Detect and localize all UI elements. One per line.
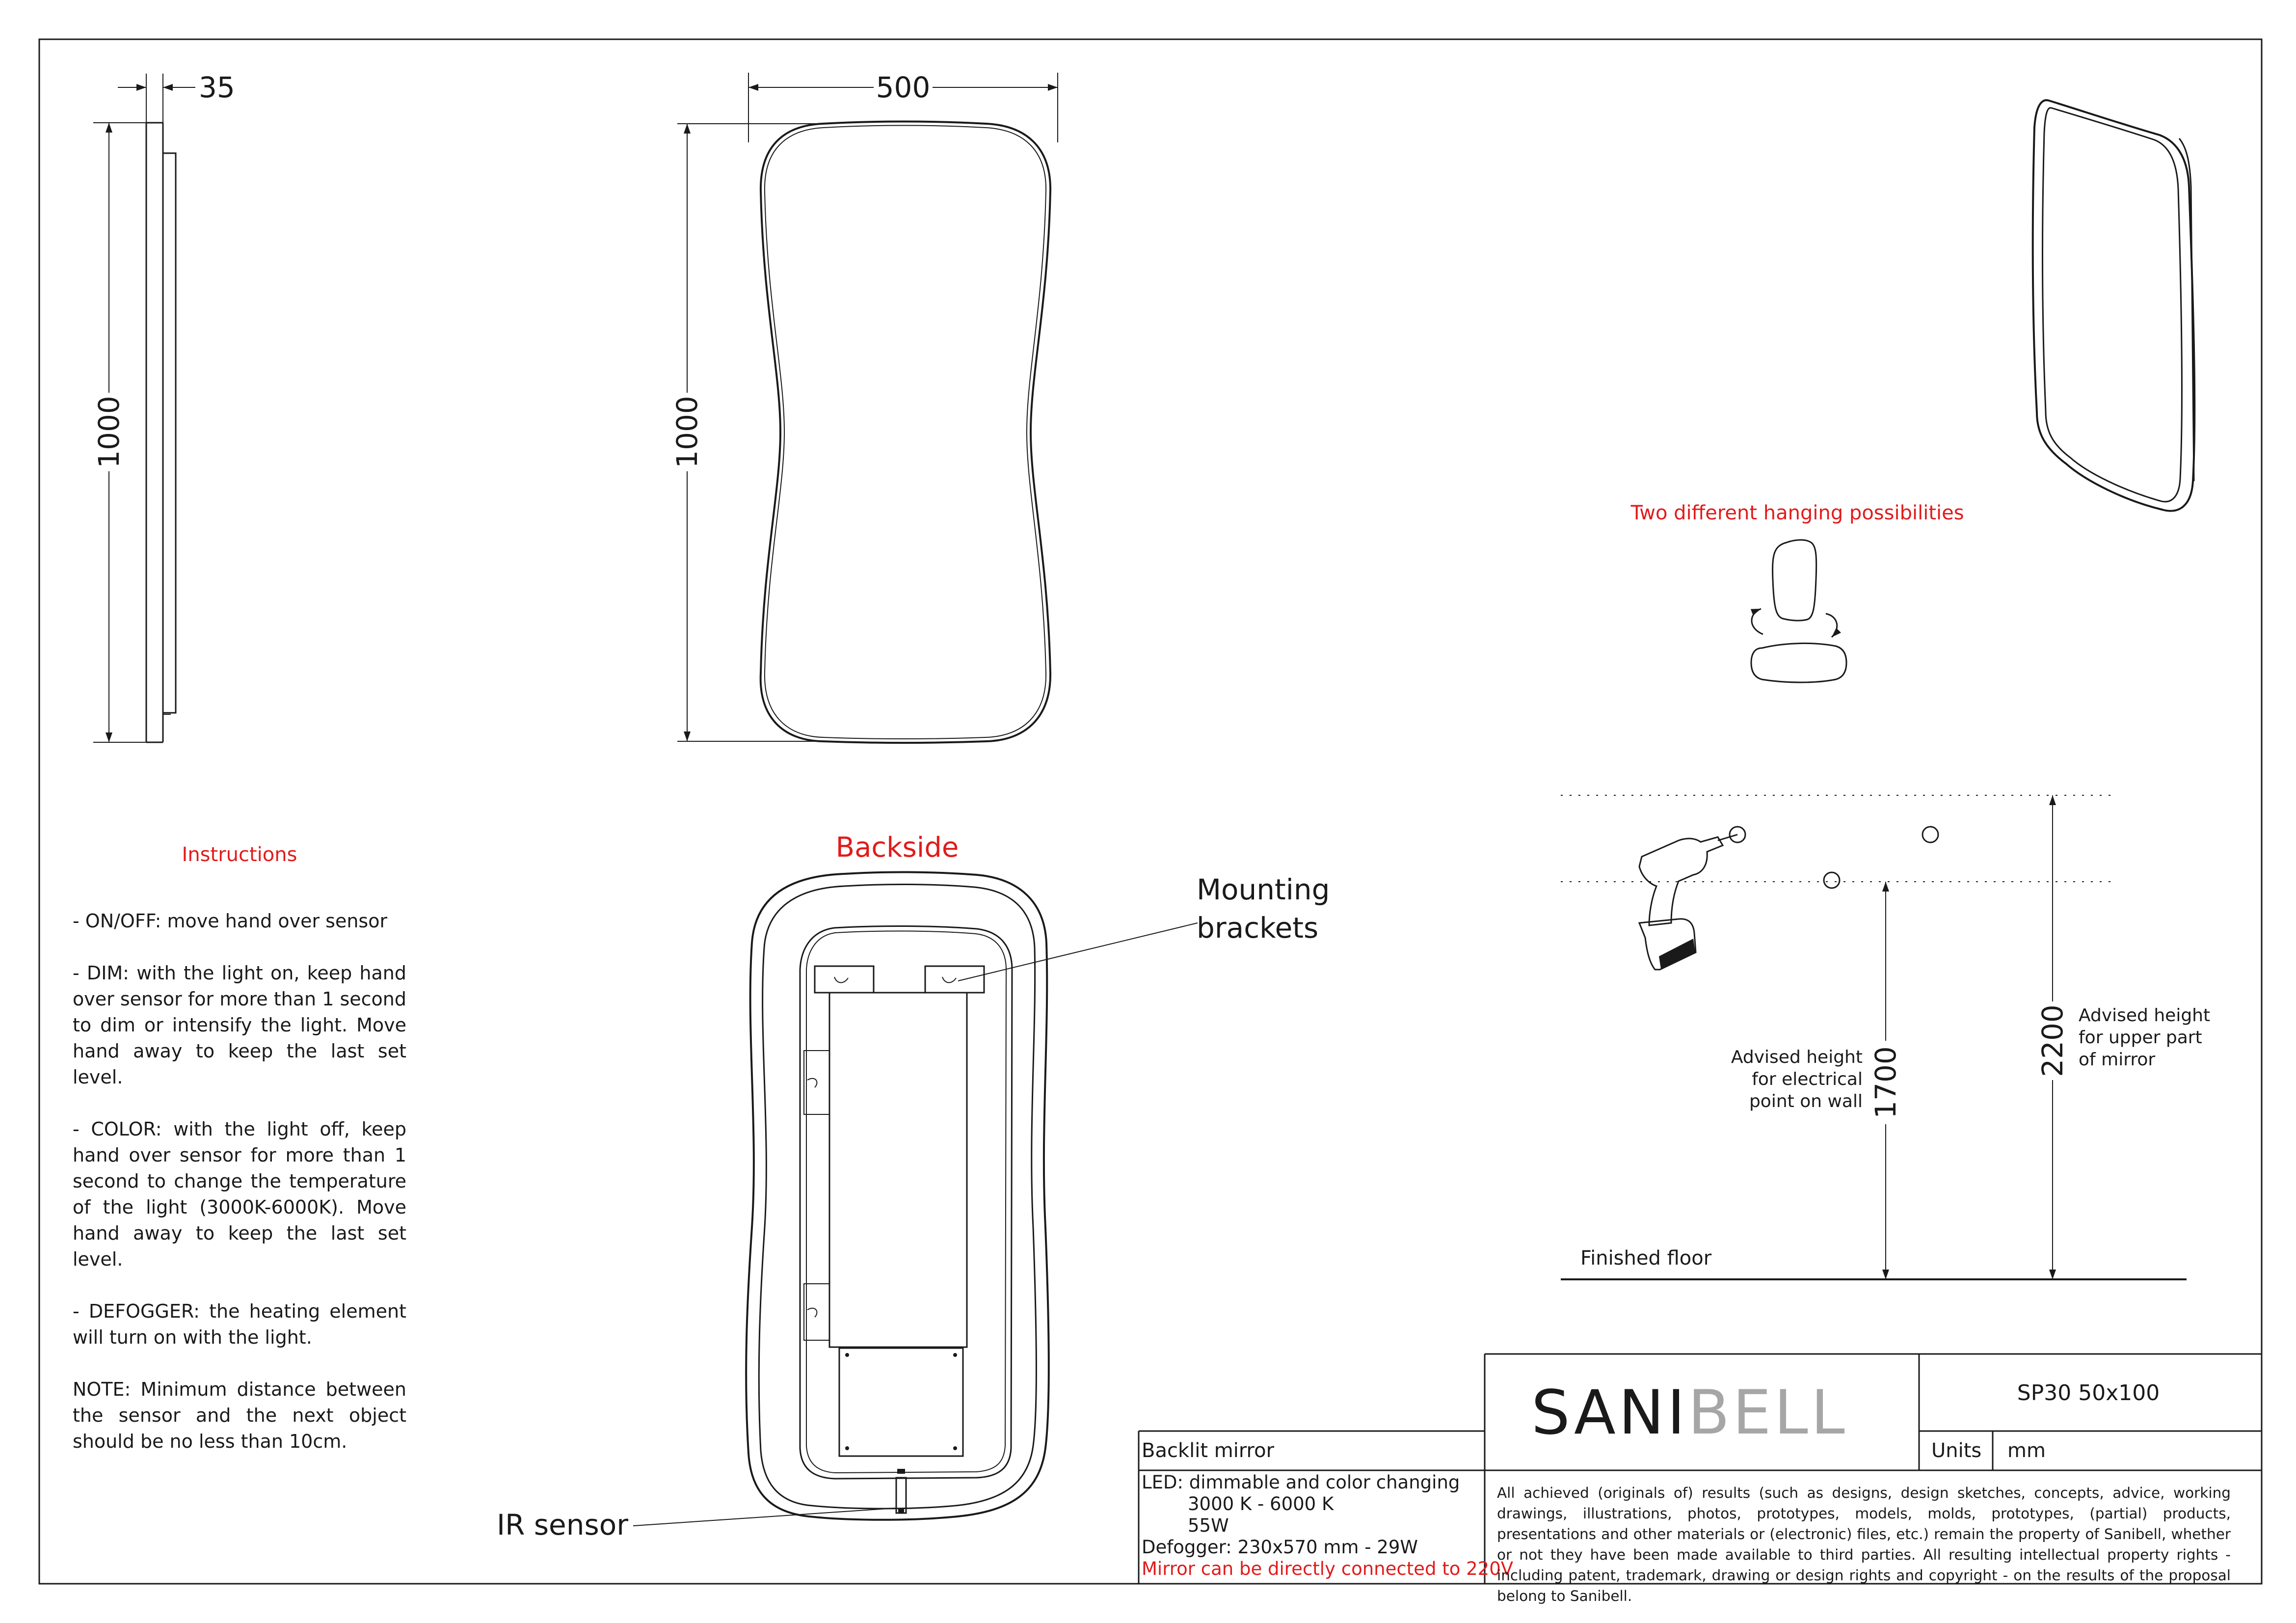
instructions-title: Instructions (182, 843, 297, 866)
units-value: mm (2007, 1439, 2046, 1462)
mounting-bracket-left (815, 966, 874, 993)
legal-notice: All achieved (originals of) results (such as designs, design sketches, concepts, advice, working drawings, illustrations, photos, prototypes, models, molds, prototypes, (partial) products, presentations and other materials or (electronic) files, etc.) remain the property of Sanibell, whether or not they have been made available to third parties. All resulting intellectual property rights - including patent, trademark, drawing or design rights and copyright - on the results of the proposal belong to Sanibell. (1497, 1485, 2231, 1604)
instruction-defogger: - DEFOGGER: the heating element will turn on with the light. (73, 1300, 406, 1348)
instruction-onoff: - ON/OFF: move hand over sensor (73, 910, 388, 932)
brand-logo: SANIBELL (1531, 1378, 1848, 1448)
units-label: Units (1931, 1439, 1982, 1462)
defogger-pad (839, 1348, 963, 1456)
backside-title: Backside (835, 832, 959, 864)
driver-box (829, 993, 967, 1347)
finished-floor-label: Finished floor (1580, 1247, 1712, 1270)
side-view (92, 71, 235, 742)
side-height-dimension: 1000 (92, 396, 126, 468)
hanging-options-icon (1751, 540, 1846, 682)
drill-icon (1639, 835, 1737, 970)
advised-upper-line-1: Advised height (2079, 1005, 2211, 1026)
spec-temperature: 3000 K - 6000 K (1188, 1493, 1334, 1515)
upper-height-dimension: 2200 (2036, 1004, 2069, 1077)
electrical-height-dimension: 1700 (1869, 1046, 1902, 1119)
advised-electrical-line-1: Advised height (1731, 1047, 1863, 1067)
advised-upper-line-2: for upper part (2079, 1028, 2202, 1048)
product-description: Backlit mirror (1142, 1439, 1275, 1462)
perspective-view (2033, 100, 2195, 511)
spec-led: LED: dimmable and color changing (1142, 1472, 1460, 1493)
instruction-note: NOTE: Minimum distance between the sensor and the next object should be no less than 10cm. (73, 1379, 406, 1452)
instructions-list (73, 908, 406, 1455)
advised-upper-line-3: of mirror (2079, 1050, 2156, 1070)
advised-electrical-line-2: for electrical (1752, 1069, 1863, 1089)
ir-sensor-block (897, 1469, 905, 1474)
depth-dimension: 35 (199, 71, 235, 104)
hanging-possibilities-label: Two different hanging possibilities (1630, 502, 1964, 524)
width-dimension: 500 (876, 71, 931, 104)
spec-wattage: 55W (1188, 1515, 1229, 1536)
instruction-dim: - DIM: with the light on, keep hand over sensor for more than 1 second to dim or intensify the light. Move hand away to keep the last set level. (73, 962, 406, 1088)
spec-connection: Mirror can be directly connected to 220V (1142, 1558, 1514, 1579)
ir-sensor-label: IR sensor (497, 1508, 629, 1542)
advised-electrical-line-3: point on wall (1749, 1091, 1863, 1111)
instruction-color: - COLOR: with the light off, keep hand over sensor for more than 1 second to change the temperature of the light (3000K-6000K). Move hand away to keep the last set level. (73, 1118, 406, 1270)
front-view (670, 71, 1058, 743)
spec-defogger: Defogger: 230x570 mm - 29W (1142, 1537, 1418, 1558)
installation-diagram (1561, 795, 2210, 1279)
backside-view (633, 872, 1198, 1526)
mounting-brackets-label-2: brackets (1197, 911, 1319, 945)
front-height-dimension: 1000 (670, 396, 704, 468)
product-code: SP30 50x100 (2017, 1380, 2160, 1406)
mounting-brackets-label-1: Mounting (1197, 873, 1330, 906)
